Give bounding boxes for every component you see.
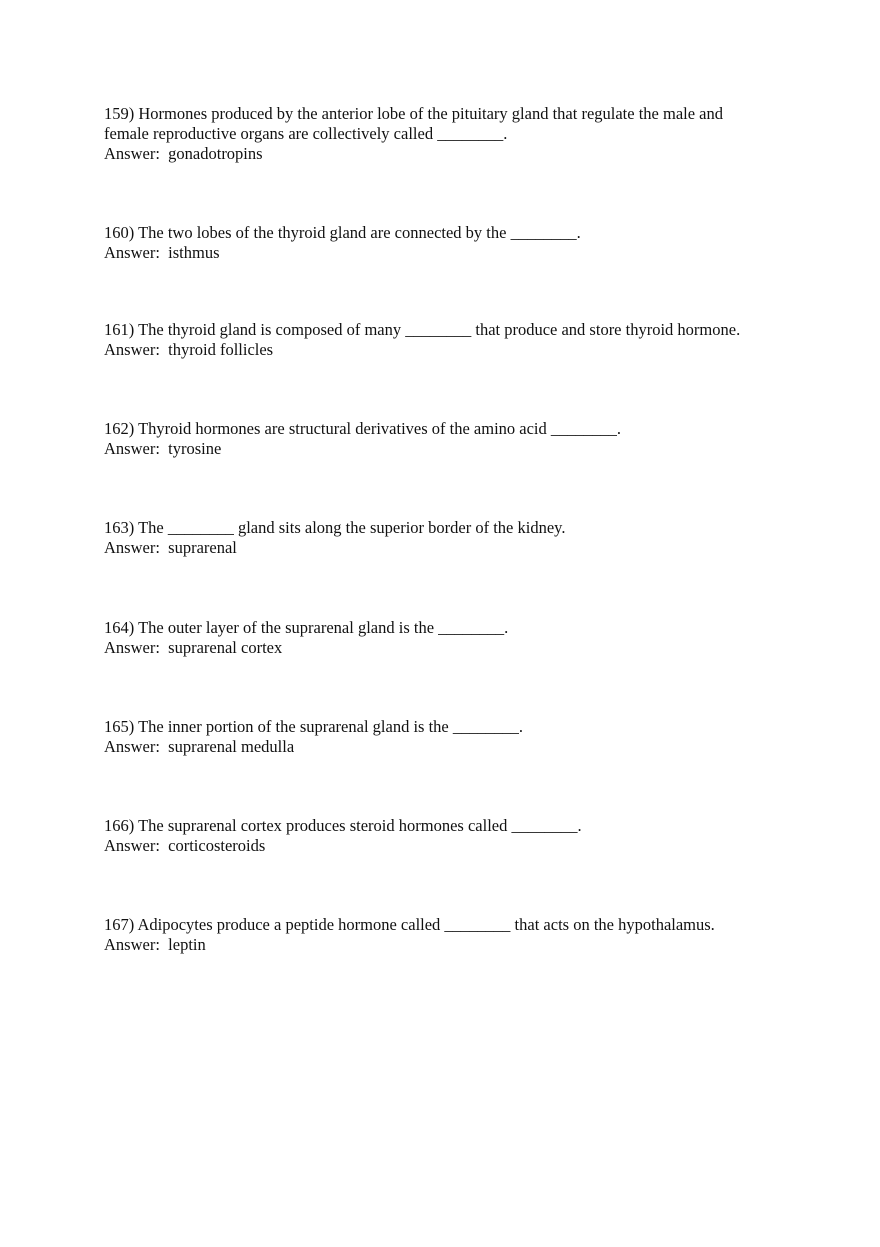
answer-line bbox=[104, 439, 784, 459]
answer-label: Answer: bbox=[104, 737, 160, 756]
question-item-167 bbox=[104, 915, 784, 955]
question-item-166 bbox=[104, 816, 784, 856]
question-item-165 bbox=[104, 717, 784, 757]
question-text: 164) The outer layer of the suprarenal gland is the ________. bbox=[104, 618, 509, 637]
answer-label: Answer: bbox=[104, 538, 160, 557]
question-item-164 bbox=[104, 618, 784, 658]
question-text: 162) Thyroid hormones are structural derivatives of the amino acid ________. bbox=[104, 419, 622, 438]
answer-text: thyroid follicles bbox=[168, 340, 274, 359]
answer-text: tyrosine bbox=[168, 439, 222, 458]
answer-label: Answer: bbox=[104, 638, 160, 657]
answer-text: isthmus bbox=[168, 243, 220, 262]
question-text: 163) The ________ gland sits along the superior border of the kidney. bbox=[104, 518, 566, 537]
answer-line bbox=[104, 538, 784, 558]
answer-label: Answer: bbox=[104, 836, 160, 855]
answer-label: Answer: bbox=[104, 340, 160, 359]
question-text: 167) Adipocytes produce a peptide hormone called ________ that acts on the hypothalamus. bbox=[104, 915, 715, 934]
question-item-162 bbox=[104, 419, 784, 459]
answer-text: suprarenal cortex bbox=[168, 638, 283, 657]
question-item-161 bbox=[104, 320, 784, 360]
answer-line bbox=[104, 737, 784, 757]
answer-text: suprarenal medulla bbox=[168, 737, 295, 756]
question-item-160 bbox=[104, 223, 784, 263]
answer-label: Answer: bbox=[104, 243, 160, 262]
answer-text: gonadotropins bbox=[168, 144, 263, 163]
answer-label: Answer: bbox=[104, 439, 160, 458]
answer-line bbox=[104, 144, 784, 164]
answer-label: Answer: bbox=[104, 144, 160, 163]
question-text: 160) The two lobes of the thyroid gland are connected by the ________. bbox=[104, 223, 581, 242]
question-text: 161) The thyroid gland is composed of many ________ that produce and store thyroid hormone. bbox=[104, 320, 741, 339]
question-item-163 bbox=[104, 518, 784, 558]
answer-line bbox=[104, 638, 784, 658]
question-item-159 bbox=[104, 104, 784, 164]
answer-text: leptin bbox=[168, 935, 206, 954]
answer-line bbox=[104, 836, 784, 856]
answer-line bbox=[104, 243, 784, 263]
question-text: 166) The suprarenal cortex produces steroid hormones called ________. bbox=[104, 816, 582, 835]
answer-text: corticosteroids bbox=[168, 836, 266, 855]
answer-label: Answer: bbox=[104, 935, 160, 954]
question-text: 165) The inner portion of the suprarenal gland is the ________. bbox=[104, 717, 523, 736]
question-text: 159) Hormones produced by the anterior lobe of the pituitary gland that regulate the male and female reproductive organs are collectively called ________. bbox=[104, 104, 728, 143]
answer-line bbox=[104, 340, 784, 360]
answer-line bbox=[104, 935, 784, 955]
answer-text: suprarenal bbox=[168, 538, 237, 557]
